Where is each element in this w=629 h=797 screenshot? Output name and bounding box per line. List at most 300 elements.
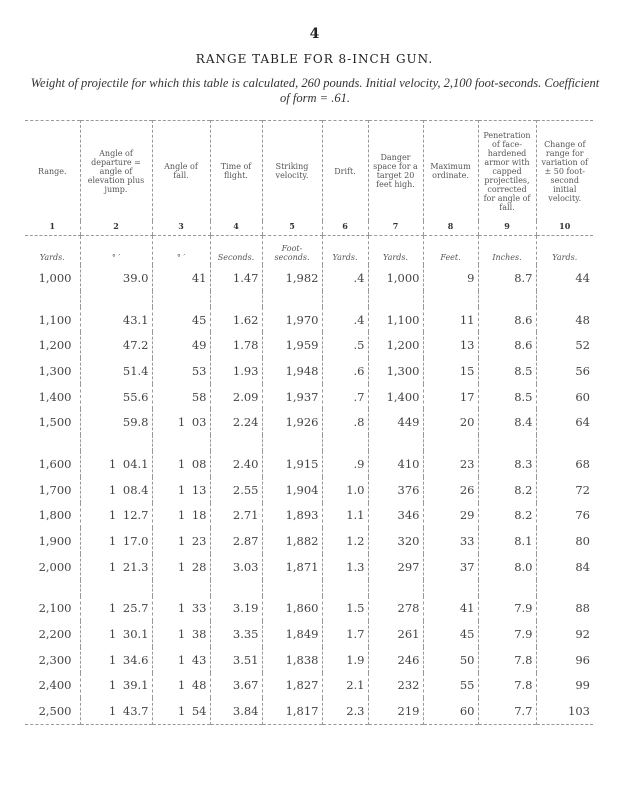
- spacer-cell: [210, 435, 262, 451]
- cell-value: 1,915: [285, 456, 319, 471]
- table-cell: [210, 332, 262, 358]
- cell-value: 92: [575, 627, 590, 642]
- cell-value: 2.55: [232, 482, 259, 497]
- cell-value: 43: [191, 652, 207, 667]
- cell-value: 103: [568, 704, 590, 719]
- cell-value: 39.0: [122, 270, 149, 285]
- cell-value: 1.2: [346, 534, 365, 549]
- table-row: [25, 307, 593, 333]
- spacer-cell: [322, 435, 368, 451]
- table-cell: [423, 698, 478, 724]
- spacer-cell: [262, 291, 322, 307]
- table-cell: [423, 358, 478, 384]
- cell-value: 26: [459, 482, 475, 497]
- table-cell: [262, 554, 322, 580]
- column-unit: Foot-seconds.: [262, 236, 322, 266]
- table-cell: [210, 698, 262, 724]
- table-cell: [262, 409, 322, 435]
- cell-value: .8: [353, 415, 365, 430]
- cell-value: 8.6: [514, 312, 533, 327]
- table-cell: [210, 647, 262, 673]
- table-cell: [322, 528, 368, 554]
- cell-value: 1,700: [38, 482, 72, 497]
- table-cell: [423, 596, 478, 622]
- cell-value: 1: [177, 678, 186, 693]
- cell-value: 59.8: [122, 415, 149, 430]
- spacer-cell: [536, 291, 593, 307]
- table-cell: [80, 451, 152, 477]
- table-cell: [210, 503, 262, 529]
- cell-value: 2,100: [38, 601, 72, 616]
- cell-value: 1,893: [285, 508, 319, 523]
- table-cell: [152, 596, 210, 622]
- cell-value: 346: [397, 508, 420, 523]
- cell-value: 45: [459, 627, 475, 642]
- cell-value: 2.3: [346, 704, 365, 719]
- spacer-cell: [423, 291, 478, 307]
- range-table: [25, 120, 593, 725]
- cell-value: 48: [575, 312, 590, 327]
- spacer-cell: [210, 291, 262, 307]
- cell-value: 50: [459, 652, 475, 667]
- table-cell: [210, 307, 262, 333]
- cell-value: 08.4: [122, 482, 149, 497]
- cell-value: 3.67: [232, 678, 259, 693]
- cell-value: 29: [459, 508, 475, 523]
- table-cell: [25, 451, 80, 477]
- table-cell: [423, 554, 478, 580]
- table-cell: [210, 621, 262, 647]
- cell-value: 2.71: [232, 508, 259, 523]
- column-header: Maximum ordinate.: [423, 121, 478, 222]
- cell-value: 56: [575, 363, 590, 378]
- table-cell: [25, 332, 80, 358]
- cell-value: 03: [191, 415, 207, 430]
- table-cell: [25, 528, 80, 554]
- column-header: Danger space for a target 20 feet high.: [368, 121, 423, 222]
- group-spacer: [25, 580, 593, 596]
- cell-value: 11: [459, 312, 475, 327]
- table-cell: [478, 307, 536, 333]
- cell-value: 48: [191, 678, 207, 693]
- cell-value: 38: [191, 627, 207, 642]
- group-spacer: [25, 435, 593, 451]
- cell-value: 1.1: [346, 508, 365, 523]
- cell-value: 72: [575, 482, 590, 497]
- cell-value: 1,937: [285, 389, 319, 404]
- cell-value: 23: [459, 456, 475, 471]
- table-cell: [478, 528, 536, 554]
- column-unit: Yards.: [322, 236, 368, 266]
- table-cell: [368, 596, 423, 622]
- cell-value: 1.93: [232, 363, 259, 378]
- table-cell: [262, 673, 322, 699]
- table-cell: [478, 358, 536, 384]
- table-cell: [368, 528, 423, 554]
- cell-value: 55: [459, 678, 475, 693]
- cell-value: 1.7: [346, 627, 365, 642]
- cell-value: 13: [459, 338, 475, 353]
- cell-value: 1,600: [38, 456, 72, 471]
- table-cell: [80, 528, 152, 554]
- cell-value: 64: [575, 415, 590, 430]
- cell-value: 49: [191, 338, 207, 353]
- cell-value: 7.9: [514, 627, 533, 642]
- table-row: [25, 647, 593, 673]
- cell-value: 7.8: [514, 678, 533, 693]
- table-cell: [423, 503, 478, 529]
- cell-value: 1,100: [386, 312, 420, 327]
- table-cell: [478, 409, 536, 435]
- table-cell: [80, 596, 152, 622]
- cell-value: 232: [397, 678, 420, 693]
- table-cell: [25, 647, 80, 673]
- table-row: [25, 596, 593, 622]
- cell-value: 25.7: [122, 601, 149, 616]
- table-cell: [80, 698, 152, 724]
- cell-value: 1,000: [386, 270, 420, 285]
- table-cell: [423, 477, 478, 503]
- spacer-cell: [262, 580, 322, 596]
- table-cell: [80, 307, 152, 333]
- table-cell: [262, 358, 322, 384]
- column-unit: ° ′: [80, 236, 152, 266]
- table-cell: [536, 503, 593, 529]
- table-cell: [80, 647, 152, 673]
- table-cell: [262, 384, 322, 410]
- column-header: Change of range for variation of ± 50 foot-second initial velocity.: [536, 121, 593, 222]
- cell-value: 80: [575, 534, 590, 549]
- cell-value: 54: [191, 704, 207, 719]
- table-cell: [478, 554, 536, 580]
- cell-value: 1: [177, 627, 186, 642]
- cell-value: 1,926: [285, 415, 319, 430]
- cell-value: 1,400: [38, 389, 72, 404]
- table-cell: [152, 384, 210, 410]
- cell-value: 1: [108, 508, 117, 523]
- cell-value: 2.40: [232, 456, 259, 471]
- table-cell: [368, 451, 423, 477]
- table-cell: [536, 596, 593, 622]
- spacer-cell: [536, 580, 593, 596]
- cell-value: 41: [191, 270, 207, 285]
- table-cell: [262, 332, 322, 358]
- table-cell: [152, 503, 210, 529]
- cell-value: 37: [459, 559, 475, 574]
- table-cell: [322, 307, 368, 333]
- table-row: [25, 621, 593, 647]
- table-cell: [25, 596, 80, 622]
- column-unit: Seconds.: [210, 236, 262, 266]
- cell-value: 30.1: [122, 627, 149, 642]
- table-cell: [152, 332, 210, 358]
- cell-value: 47.2: [122, 338, 149, 353]
- table-cell: [80, 384, 152, 410]
- cell-value: 1,300: [38, 363, 72, 378]
- table-cell: [210, 673, 262, 699]
- table-cell: [322, 673, 368, 699]
- cell-value: 1,300: [386, 363, 420, 378]
- spacer-cell: [80, 291, 152, 307]
- cell-value: 3.19: [232, 601, 259, 616]
- cell-value: 1.9: [346, 652, 365, 667]
- cell-value: 43.7: [122, 704, 149, 719]
- table-cell: [152, 307, 210, 333]
- table-row: [25, 673, 593, 699]
- column-unit: Inches.: [478, 236, 536, 266]
- column-number: 10: [536, 221, 593, 236]
- table-cell: [25, 265, 80, 291]
- cell-value: 08: [191, 456, 207, 471]
- cell-value: 60: [575, 389, 590, 404]
- cell-value: 1: [177, 482, 186, 497]
- cell-value: 3.84: [232, 704, 259, 719]
- spacer-cell: [80, 580, 152, 596]
- cell-value: 88: [575, 601, 590, 616]
- column-number: 1: [25, 221, 80, 236]
- cell-value: 410: [397, 456, 420, 471]
- spacer-cell: [80, 435, 152, 451]
- table-cell: [368, 554, 423, 580]
- cell-value: 1: [177, 456, 186, 471]
- table-row: [25, 384, 593, 410]
- cell-value: 18: [191, 508, 207, 523]
- cell-value: 1: [177, 652, 186, 667]
- column-unit: Feet.: [423, 236, 478, 266]
- table-row: [25, 451, 593, 477]
- table-subtitle: Weight of projectile for which this table is calculated, 260 pounds. Initial velocity, 2,100 foot-seconds. Coefficient of form = .61.: [30, 76, 600, 105]
- cell-value: 04.1: [122, 456, 149, 471]
- table-cell: [536, 621, 593, 647]
- cell-value: .9: [353, 456, 365, 471]
- column-number: 7: [368, 221, 423, 236]
- cell-value: 1: [177, 534, 186, 549]
- cell-value: 7.9: [514, 601, 533, 616]
- table-cell: [368, 477, 423, 503]
- cell-value: 8.3: [514, 456, 533, 471]
- table-cell: [25, 384, 80, 410]
- spacer-cell: [322, 580, 368, 596]
- cell-value: 8.1: [514, 534, 533, 549]
- table-cell: [152, 621, 210, 647]
- column-header: Range.: [37, 166, 67, 176]
- spacer-cell: [152, 580, 210, 596]
- cell-value: 1,882: [285, 534, 319, 549]
- cell-value: 7.8: [514, 652, 533, 667]
- table-cell: [478, 647, 536, 673]
- table-cell: [152, 358, 210, 384]
- cell-value: 8.5: [514, 363, 533, 378]
- column-number: 5: [262, 221, 322, 236]
- column-number: 9: [478, 221, 536, 236]
- table-cell: [536, 673, 593, 699]
- table-cell: [368, 503, 423, 529]
- cell-value: 3.51: [232, 652, 259, 667]
- table-cell: [536, 384, 593, 410]
- table-cell: [478, 332, 536, 358]
- table-cell: [322, 647, 368, 673]
- spacer-cell: [478, 435, 536, 451]
- table-cell: [368, 332, 423, 358]
- cell-value: 8.2: [514, 482, 533, 497]
- cell-value: 1: [108, 678, 117, 693]
- cell-value: 7.7: [514, 704, 533, 719]
- cell-value: 1: [108, 559, 117, 574]
- table-cell: [25, 307, 80, 333]
- table-cell: [152, 528, 210, 554]
- cell-value: 1,959: [285, 338, 319, 353]
- table-cell: [80, 621, 152, 647]
- page-number: 4: [309, 26, 320, 42]
- cell-value: .4: [353, 312, 365, 327]
- table-cell: [322, 332, 368, 358]
- table-cell: [25, 409, 80, 435]
- table-cell: [536, 698, 593, 724]
- cell-value: 20: [459, 415, 475, 430]
- table-cell: [322, 451, 368, 477]
- cell-value: 53: [191, 363, 207, 378]
- spacer-cell: [152, 435, 210, 451]
- cell-value: 21.3: [122, 559, 149, 574]
- table-cell: [368, 307, 423, 333]
- cell-value: 449: [397, 415, 420, 430]
- cell-value: 33: [459, 534, 475, 549]
- column-number: 3: [152, 221, 210, 236]
- table-cell: [25, 554, 80, 580]
- cell-value: 1: [108, 456, 117, 471]
- table-cell: [80, 265, 152, 291]
- cell-value: 17.0: [122, 534, 149, 549]
- table-cell: [80, 358, 152, 384]
- cell-value: 2.87: [232, 534, 259, 549]
- table-cell: [536, 477, 593, 503]
- cell-value: 1: [108, 704, 117, 719]
- cell-value: 3.35: [232, 627, 259, 642]
- cell-value: 43.1: [122, 312, 149, 327]
- cell-value: 84: [575, 559, 590, 574]
- cell-value: 51.4: [122, 363, 149, 378]
- table-cell: [210, 409, 262, 435]
- table-cell: [368, 384, 423, 410]
- cell-value: 12.7: [122, 508, 149, 523]
- table-cell: [210, 528, 262, 554]
- table-cell: [322, 384, 368, 410]
- table-cell: [368, 698, 423, 724]
- cell-value: 1,400: [386, 389, 420, 404]
- cell-value: 376: [397, 482, 420, 497]
- table-cell: [152, 554, 210, 580]
- table-cell: [152, 451, 210, 477]
- table-cell: [322, 358, 368, 384]
- spacer-cell: [478, 291, 536, 307]
- cell-value: 1,838: [285, 652, 319, 667]
- cell-value: 45: [191, 312, 207, 327]
- table-cell: [423, 384, 478, 410]
- table-cell: [262, 307, 322, 333]
- cell-value: 1: [108, 627, 117, 642]
- cell-value: .5: [353, 338, 365, 353]
- cell-value: 2,400: [38, 678, 72, 693]
- cell-value: 1: [108, 601, 117, 616]
- table-cell: [423, 332, 478, 358]
- table-cell: [152, 265, 210, 291]
- table-cell: [25, 503, 80, 529]
- table-row: [25, 358, 593, 384]
- table-cell: [322, 477, 368, 503]
- table-cell: [368, 621, 423, 647]
- cell-value: 8.6: [514, 338, 533, 353]
- cell-value: 1,000: [38, 270, 72, 285]
- table-cell: [423, 265, 478, 291]
- table-cell: [423, 409, 478, 435]
- table-cell: [262, 698, 322, 724]
- cell-value: 1,982: [285, 270, 319, 285]
- table-cell: [322, 698, 368, 724]
- cell-value: 1,827: [285, 678, 319, 693]
- table-cell: [80, 332, 152, 358]
- cell-value: 246: [397, 652, 420, 667]
- cell-value: 1.47: [232, 270, 259, 285]
- table-cell: [536, 358, 593, 384]
- table-cell: [152, 673, 210, 699]
- table-cell: [322, 554, 368, 580]
- table-cell: [478, 451, 536, 477]
- table-cell: [25, 358, 80, 384]
- cell-value: 2,300: [38, 652, 72, 667]
- column-header: Drift.: [322, 121, 368, 222]
- table-cell: [478, 477, 536, 503]
- cell-value: 320: [397, 534, 420, 549]
- column-number: 4: [210, 221, 262, 236]
- table-cell: [423, 647, 478, 673]
- table-row: [25, 332, 593, 358]
- table-cell: [322, 409, 368, 435]
- cell-value: 1,849: [285, 627, 319, 642]
- cell-value: 15: [459, 363, 475, 378]
- table-cell: [478, 265, 536, 291]
- table-cell: [80, 554, 152, 580]
- table-cell: [478, 673, 536, 699]
- table-cell: [423, 673, 478, 699]
- spacer-cell: [25, 291, 80, 307]
- table-cell: [262, 477, 322, 503]
- table-row: [25, 698, 593, 724]
- table-cell: [25, 673, 80, 699]
- table-cell: [80, 409, 152, 435]
- table-cell: [210, 358, 262, 384]
- table-cell: [80, 477, 152, 503]
- table-cell: [536, 528, 593, 554]
- cell-value: 1,200: [386, 338, 420, 353]
- cell-value: 9: [467, 270, 475, 285]
- table-row: [25, 503, 593, 529]
- cell-value: 1,871: [285, 559, 319, 574]
- cell-value: 34.6: [122, 652, 149, 667]
- cell-value: 1,900: [38, 534, 72, 549]
- group-spacer: [25, 291, 593, 307]
- cell-value: .6: [353, 363, 365, 378]
- cell-value: 58: [191, 389, 207, 404]
- table-cell: [262, 265, 322, 291]
- table-cell: [210, 451, 262, 477]
- spacer-cell: [536, 435, 593, 451]
- table-cell: [368, 265, 423, 291]
- table-cell: [478, 698, 536, 724]
- table-cell: [536, 451, 593, 477]
- cell-value: 60: [459, 704, 475, 719]
- column-header: Penetration of face-hardened armor with capped projectiles, corrected for angle of fall.: [478, 121, 536, 222]
- cell-value: 297: [397, 559, 420, 574]
